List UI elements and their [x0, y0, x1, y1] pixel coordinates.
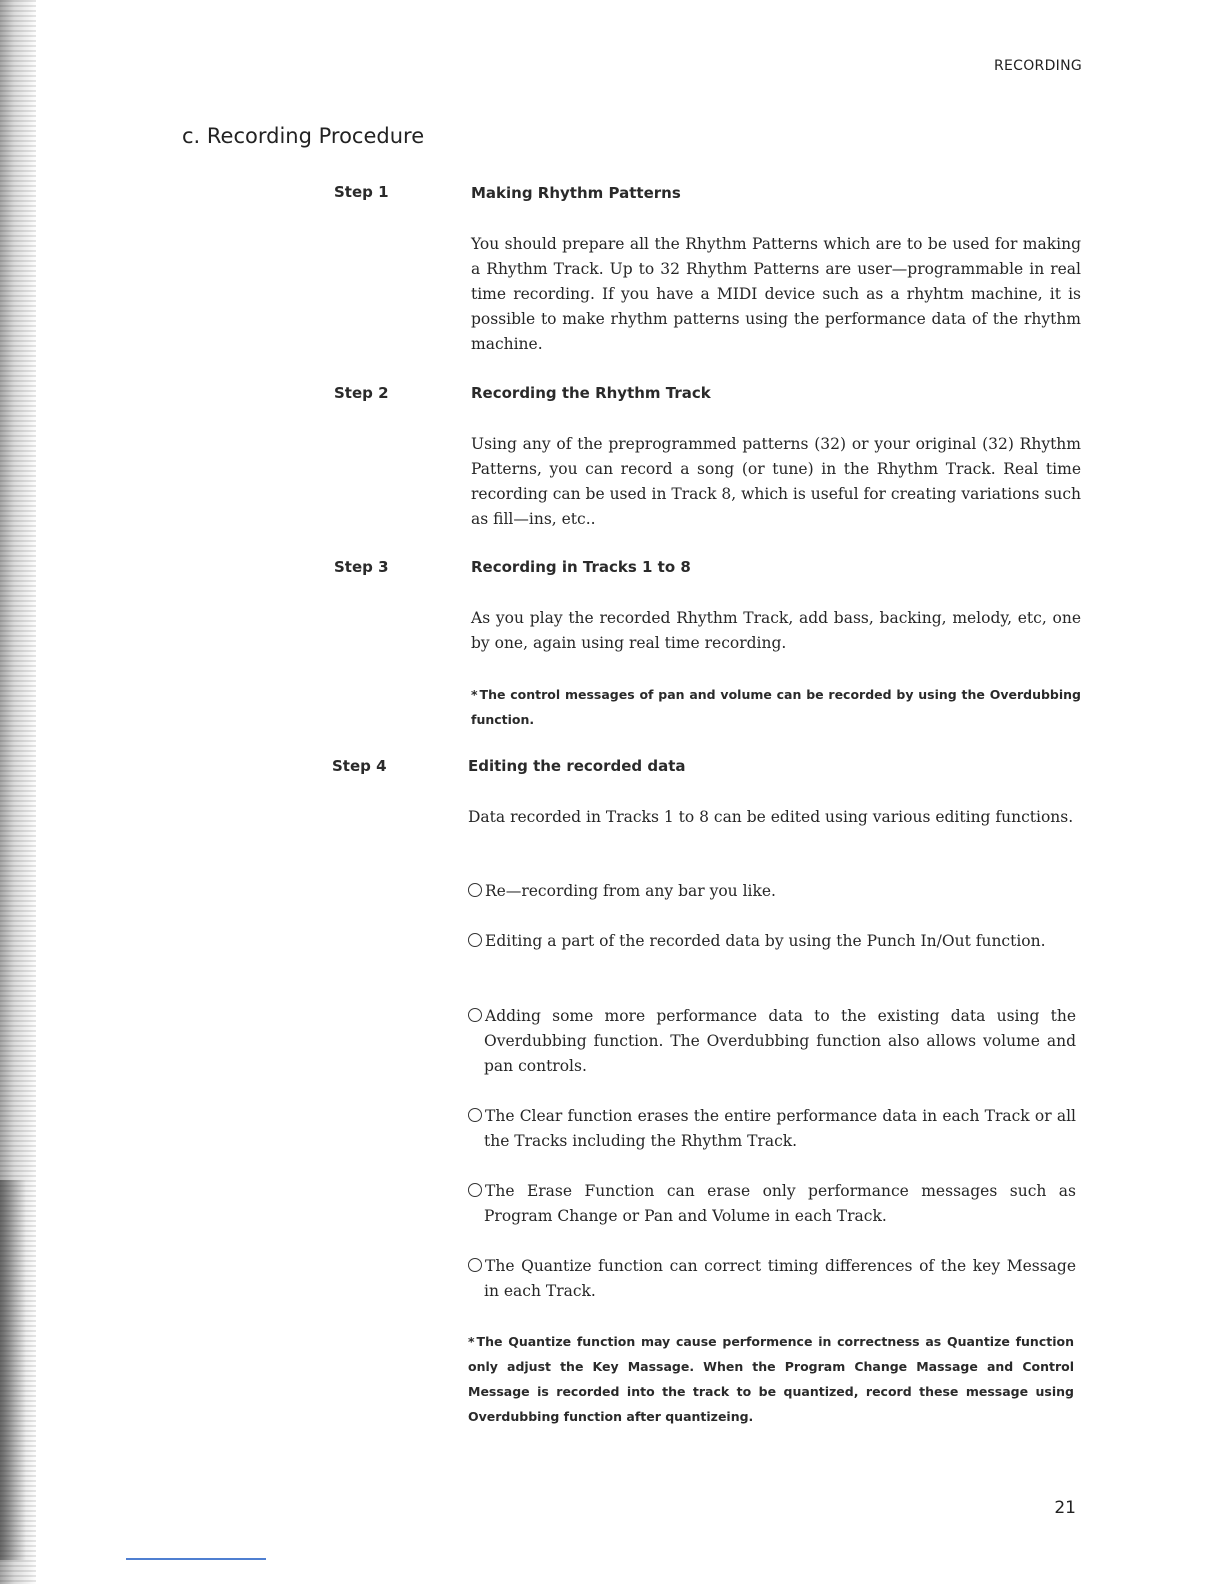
edit-function-item: The Erase Function can erase only performance messages such as Program Change or Pan and Volume in each Track.	[468, 1179, 1076, 1229]
step-3-body: As you play the recorded Rhythm Track, add bass, backing, melody, etc, one by one, again using real time recording.	[471, 609, 1081, 652]
circle-bullet-icon	[468, 883, 482, 897]
page-number: 21	[1054, 1498, 1076, 1518]
circle-bullet-icon	[468, 1008, 482, 1022]
note-asterisk: *	[471, 687, 478, 702]
step-3-note-text: The control messages of pan and volume can be recorded by using the Overdubbing function.	[471, 687, 1081, 727]
step-1-label: Step 1	[334, 183, 389, 201]
circle-bullet-icon	[468, 933, 482, 947]
step-3-heading: Recording in Tracks 1 to 8	[471, 558, 691, 576]
step-2-heading: Recording the Rhythm Track	[471, 384, 711, 402]
scan-edge-shadow-lower	[0, 1180, 26, 1560]
circle-bullet-icon	[468, 1258, 482, 1272]
edit-function-item: Adding some more performance data to the existing data using the Overdubbing function. The Overdubbing function also allows volume and pan controls.	[468, 1004, 1076, 1079]
step-2-body: Using any of the preprogrammed patterns (32) or your original (32) Rhythm Patterns, you can record a song (or tune) in the Rhythm Track. Real time recording can be used in Track 8, which is useful for creating variations such as fill—ins, etc..	[471, 435, 1081, 528]
step-2-label: Step 2	[334, 384, 389, 402]
step-1-body: You should prepare all the Rhythm Patterns which are to be used for making a Rhythm Track. Up to 32 Rhythm Patterns are user—programmable in real time recording. If you have a MIDI device such as a rhyhtm machine, it is possible to make rhythm patterns using the performance data of the rhythm machine.	[471, 235, 1081, 353]
footer-rule	[126, 1558, 266, 1560]
circle-bullet-icon	[468, 1183, 482, 1197]
edit-function-item: The Quantize function can correct timing differences of the key Message in each Track.	[468, 1254, 1076, 1304]
step-4-label: Step 4	[332, 757, 387, 775]
edit-function-item: Editing a part of the recorded data by using the Punch In/Out function.	[468, 929, 1076, 954]
running-header: RECORDING	[993, 58, 1082, 74]
step-4-note-text: The Quantize function may cause performence in correctness as Quantize function only adjust the Key Massage. When the Program Change Massage and Control Message is recorded into the track to be quantized, record these message using Overdubbing function after quantizeing.	[468, 1334, 1074, 1424]
note-asterisk: *	[468, 1334, 475, 1349]
step-4-body: Data recorded in Tracks 1 to 8 can be edited using various editing functions.	[468, 808, 1074, 826]
step-4-note	[468, 1329, 1074, 1429]
step-1-heading: Making Rhythm Patterns	[471, 184, 681, 202]
edit-function-item: Re—recording from any bar you like.	[468, 879, 1076, 904]
edit-function-item: The Clear function erases the entire performance data in each Track or all the Tracks including the Rhythm Track.	[468, 1104, 1076, 1154]
step-3-label: Step 3	[334, 558, 389, 576]
step-3-note	[471, 682, 1081, 732]
step-4-heading: Editing the recorded data	[468, 757, 686, 775]
circle-bullet-icon	[468, 1108, 482, 1122]
section-title: c. Recording Procedure	[182, 124, 425, 148]
